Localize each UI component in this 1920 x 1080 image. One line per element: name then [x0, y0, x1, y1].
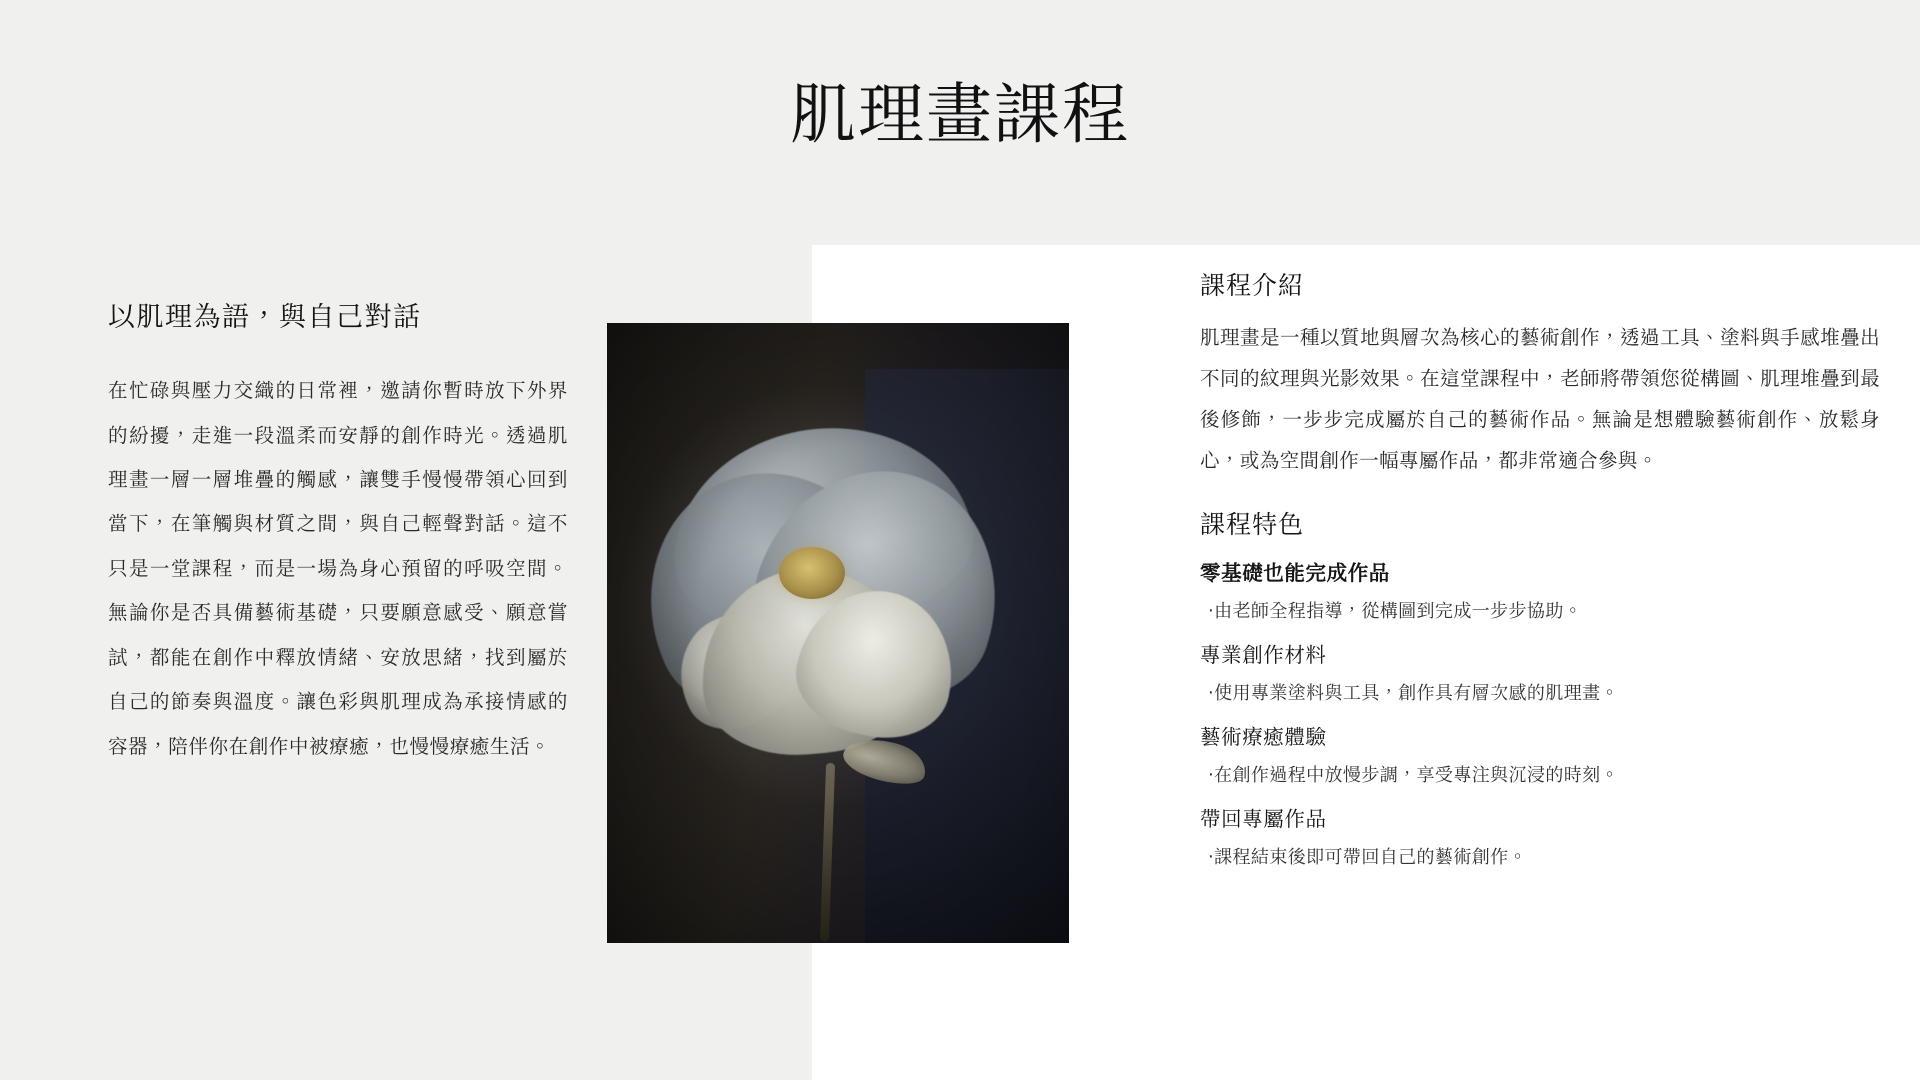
feature-title: 藝術療癒體驗: [1200, 725, 1327, 749]
left-paragraph: 在忙碌與壓力交織的日常裡，邀請你暫時放下外界的紛擾，走進一段溫柔而安靜的創作時光。透過肌理畫一層一層堆疊的觸感，讓雙手慢慢帶領心回到當下，在筆觸與材質之間，與自己輕聲對話。這不只是一堂課程，而是一場為身心預留的呼吸空間。無論你是否具備藝術基礎，只要願意感受、願意嘗試，都能在創作中釋放情緒、安放思緒，找到屬於自己的節奏與溫度。讓色彩與肌理成為承接情感的容器，陪伴你在創作中被療癒，也慢慢療癒生活。: [108, 380, 568, 758]
feature-item: [1200, 637, 1880, 711]
left-heading: 以肌理為語，與自己對話: [108, 302, 422, 332]
feature-title: 帶回專屬作品: [1200, 807, 1327, 831]
page-title: 肌理畫課程: [790, 76, 1130, 151]
feature-title: 專業創作材料: [1200, 643, 1327, 667]
course-intro-paragraph: 肌理畫是一種以質地與層次為核心的藝術創作，透過工具、塗料與手感堆疊出不同的紋理與光影效果。在這堂課程中，老師將帶領您從構圖、肌理堆疊到最後修飾，一步步完成屬於自己的藝術作品。無論是想體驗藝術創作、放鬆身心，或為空間創作一幅專屬作品，都非常適合參與。: [1200, 327, 1880, 472]
course-features-heading: 課程特色: [1200, 510, 1305, 539]
flower-illustration: [621, 419, 1025, 779]
right-column: [1200, 269, 1880, 875]
feature-item: [1200, 801, 1880, 875]
content-area: [0, 245, 1920, 1080]
page-header: [0, 0, 1920, 245]
feature-title: 零基礎也能完成作品: [1200, 561, 1390, 585]
feature-description: ‧在創作過程中放慢步調，享受專注與沉浸的時刻。: [1208, 764, 1619, 785]
feature-description: ‧由老師全程指導，從構圖到完成一步步協助。: [1208, 600, 1583, 621]
artwork-image: [607, 323, 1069, 943]
feature-description: ‧使用專業塗料與工具，創作具有層次感的肌理畫。: [1208, 682, 1619, 703]
feature-item: [1200, 719, 1880, 793]
left-column: [108, 300, 568, 769]
feature-description: ‧課程結束後即可帶回自己的藝術創作。: [1208, 846, 1527, 867]
flower-center-icon: [779, 547, 845, 599]
course-intro-heading: 課程介紹: [1200, 272, 1305, 300]
feature-item: [1200, 555, 1880, 629]
